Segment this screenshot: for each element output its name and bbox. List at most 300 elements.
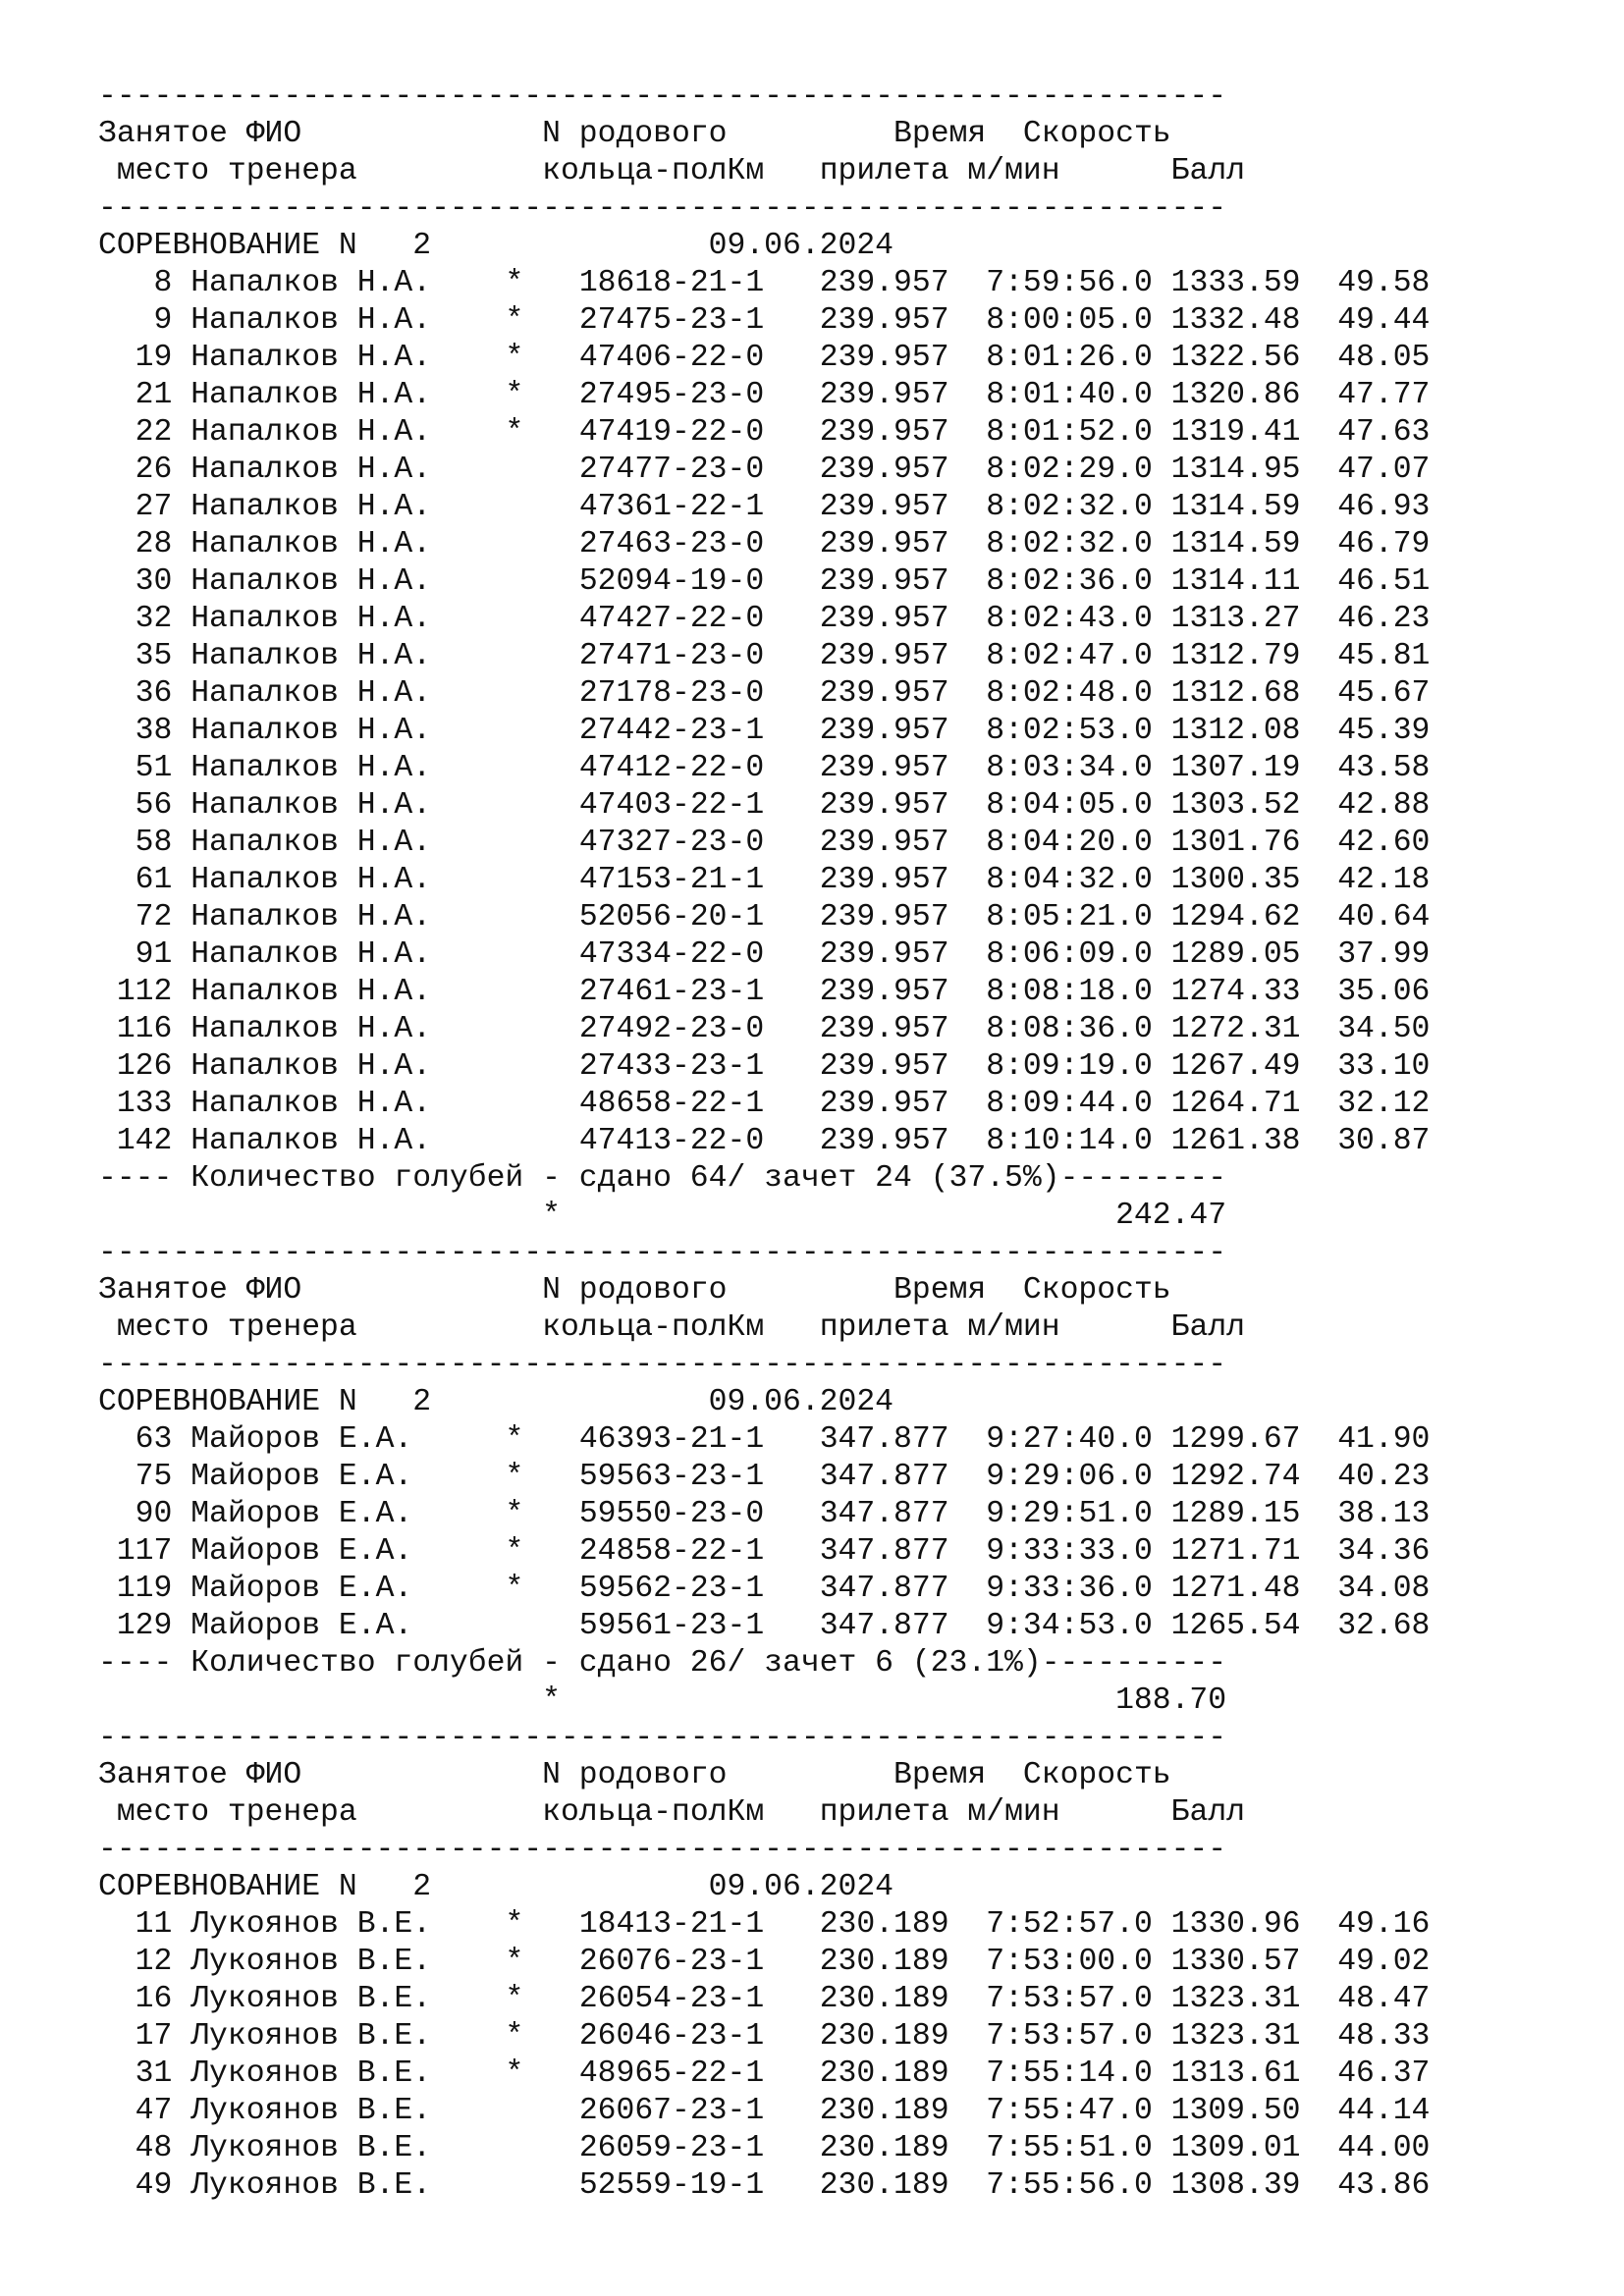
result-row xyxy=(98,1086,1430,1123)
place: 90 xyxy=(98,1497,173,1531)
star-mark xyxy=(505,788,523,823)
place: 12 xyxy=(98,1945,173,1979)
distance-km: 347.877 xyxy=(819,1609,949,1643)
trainer-name: Напалков Н.А. xyxy=(190,341,450,375)
place: 36 xyxy=(98,676,173,711)
trainer-name: Майоров Е.А. xyxy=(190,1572,450,1606)
trainer-name: Напалков Н.А. xyxy=(190,453,450,487)
score: 48.33 xyxy=(1337,2019,1431,2054)
ring-number: 27178-23-0 xyxy=(578,676,765,711)
ring-number: 26054-23-1 xyxy=(578,1982,765,2016)
score: 37.99 xyxy=(1337,937,1431,972)
place: 38 xyxy=(98,714,173,748)
header-line-1 xyxy=(98,116,1430,153)
ring-number: 26059-23-1 xyxy=(578,2131,765,2165)
star-mark xyxy=(505,1012,523,1046)
distance-km: 347.877 xyxy=(819,1534,949,1569)
arrival-time: 8:00:05.0 xyxy=(967,303,1153,338)
trainer-name: Напалков Н.А. xyxy=(190,937,450,972)
score: 49.16 xyxy=(1337,1907,1431,1942)
summary-line: ---- Количество голубей - сдано 64/ зачет 24 (37.5%)--------- xyxy=(98,1161,1227,1196)
trainer-name: Напалков Н.А. xyxy=(190,378,450,412)
speed: 1314.11 xyxy=(1170,564,1301,599)
arrival-time: 7:55:51.0 xyxy=(967,2131,1153,2165)
ring-number: 18618-21-1 xyxy=(578,266,765,300)
distance-km: 230.189 xyxy=(819,1945,949,1979)
arrival-time: 8:09:44.0 xyxy=(967,1087,1153,1121)
star-mark xyxy=(505,490,523,524)
header-ring-2: кольца-пол xyxy=(542,154,728,188)
distance-km: 239.957 xyxy=(819,1012,949,1046)
header-place: Занятое xyxy=(98,117,228,151)
speed: 1261.38 xyxy=(1170,1124,1301,1158)
ring-number: 47361-22-1 xyxy=(578,490,765,524)
result-row xyxy=(98,601,1430,638)
ring-number: 47327-23-0 xyxy=(578,826,765,860)
arrival-time: 8:01:26.0 xyxy=(967,341,1153,375)
place: 58 xyxy=(98,826,173,860)
speed: 1271.71 xyxy=(1170,1534,1301,1569)
total-mark: * xyxy=(542,1199,561,1233)
ring-number: 52056-20-1 xyxy=(578,900,765,934)
trainer-name: Напалков Н.А. xyxy=(190,639,450,673)
score: 46.23 xyxy=(1337,602,1431,636)
speed: 1330.96 xyxy=(1170,1907,1301,1942)
star-mark: * xyxy=(505,1460,524,1494)
place: 117 xyxy=(98,1534,173,1569)
distance-km: 239.957 xyxy=(819,826,949,860)
place: 26 xyxy=(98,453,173,487)
star-mark xyxy=(505,937,523,972)
ring-number: 27463-23-0 xyxy=(578,527,765,561)
distance-km: 239.957 xyxy=(819,564,949,599)
place: 35 xyxy=(98,639,173,673)
trainer-name: Напалков Н.А. xyxy=(190,751,450,785)
arrival-time: 7:55:56.0 xyxy=(967,2168,1153,2203)
ring-number: 27433-23-1 xyxy=(578,1049,765,1084)
header-trainer-2: тренера xyxy=(227,154,357,188)
result-row xyxy=(98,526,1430,563)
header-ring: N родового xyxy=(542,1273,728,1308)
place: 116 xyxy=(98,1012,173,1046)
distance-km: 239.957 xyxy=(819,900,949,934)
result-row xyxy=(98,1459,1430,1496)
arrival-time: 7:53:57.0 xyxy=(967,1982,1153,2016)
score: 45.67 xyxy=(1337,676,1431,711)
speed: 1307.19 xyxy=(1170,751,1301,785)
speed: 1312.08 xyxy=(1170,714,1301,748)
header-km: Км xyxy=(727,1310,765,1345)
arrival-time: 7:53:00.0 xyxy=(967,1945,1153,1979)
score: 34.50 xyxy=(1337,1012,1431,1046)
arrival-time: 8:05:21.0 xyxy=(967,900,1153,934)
distance-km: 230.189 xyxy=(819,1982,949,2016)
distance-km: 230.189 xyxy=(819,2056,949,2091)
speed: 1289.05 xyxy=(1170,937,1301,972)
ring-number: 27477-23-0 xyxy=(578,453,765,487)
arrival-time: 8:02:47.0 xyxy=(967,639,1153,673)
place: 47 xyxy=(98,2094,173,2128)
distance-km: 239.957 xyxy=(819,341,949,375)
arrival-time: 8:08:36.0 xyxy=(967,1012,1153,1046)
place: 49 xyxy=(98,2168,173,2203)
place: 112 xyxy=(98,975,173,1009)
star-mark xyxy=(505,975,523,1009)
place: 129 xyxy=(98,1609,173,1643)
speed: 1313.27 xyxy=(1170,602,1301,636)
header-trainer: ФИО xyxy=(245,1758,302,1792)
divider-line: ------------------------------------------------------------- xyxy=(98,1721,1227,1755)
speed: 1303.52 xyxy=(1170,788,1301,823)
trainer-name: Лукоянов В.Е. xyxy=(190,2168,450,2203)
speed: 1314.95 xyxy=(1170,453,1301,487)
result-row xyxy=(98,1496,1430,1533)
result-row xyxy=(98,2018,1430,2056)
divider-line: ------------------------------------------------------------- xyxy=(98,1348,1227,1382)
trainer-name: Напалков Н.А. xyxy=(190,975,450,1009)
ring-number: 24858-22-1 xyxy=(578,1534,765,1569)
score: 43.58 xyxy=(1337,751,1431,785)
star-mark: * xyxy=(505,2056,524,2091)
header-speed: Скорость xyxy=(1022,1758,1171,1792)
header-ring: N родового xyxy=(542,117,728,151)
header-place-2: место xyxy=(116,1795,210,1830)
place: 48 xyxy=(98,2131,173,2165)
score: 33.10 xyxy=(1337,1049,1431,1084)
header-time-2: прилета xyxy=(819,1795,949,1830)
distance-km: 239.957 xyxy=(819,1049,949,1084)
speed: 1301.76 xyxy=(1170,826,1301,860)
place: 22 xyxy=(98,415,173,450)
header-time-2: прилета xyxy=(819,154,949,188)
arrival-time: 8:02:36.0 xyxy=(967,564,1153,599)
header-speed: Скорость xyxy=(1022,1273,1171,1308)
header-speed: Скорость xyxy=(1022,117,1171,151)
star-mark: * xyxy=(505,1534,524,1569)
trainer-name: Майоров Е.А. xyxy=(190,1497,450,1531)
speed: 1313.61 xyxy=(1170,2056,1301,2091)
ring-number: 27495-23-0 xyxy=(578,378,765,412)
place: 16 xyxy=(98,1982,173,2016)
star-mark xyxy=(505,1124,523,1158)
header-trainer-2: тренера xyxy=(227,1310,357,1345)
result-row xyxy=(98,1533,1430,1571)
summary-text: Количество голубей - сдано 26/ зачет 6 (23.1%) xyxy=(190,1646,1042,1681)
header-place: Занятое xyxy=(98,1273,228,1308)
distance-km: 239.957 xyxy=(819,751,949,785)
trainer-name: Напалков Н.А. xyxy=(190,788,450,823)
ring-number: 26076-23-1 xyxy=(578,1945,765,1979)
star-mark xyxy=(505,1087,523,1121)
place: 32 xyxy=(98,602,173,636)
score: 34.36 xyxy=(1337,1534,1431,1569)
trainer-name: Напалков Н.А. xyxy=(190,826,450,860)
result-row xyxy=(98,414,1430,452)
score: 43.86 xyxy=(1337,2168,1431,2203)
result-row xyxy=(98,265,1430,302)
speed: 1274.33 xyxy=(1170,975,1301,1009)
result-row xyxy=(98,563,1430,601)
place: 27 xyxy=(98,490,173,524)
arrival-time: 8:09:19.0 xyxy=(967,1049,1153,1084)
header-trainer: ФИО xyxy=(245,117,302,151)
header-time: Время xyxy=(893,117,987,151)
star-mark xyxy=(505,602,523,636)
ring-number: 47406-22-0 xyxy=(578,341,765,375)
total-mark: * xyxy=(542,1683,561,1718)
place: 126 xyxy=(98,1049,173,1084)
speed: 1314.59 xyxy=(1170,527,1301,561)
summary-line: ---- Количество голубей - сдано 26/ зачет 6 (23.1%)---------- xyxy=(98,1646,1227,1681)
speed: 1312.68 xyxy=(1170,676,1301,711)
distance-km: 230.189 xyxy=(819,2131,949,2165)
result-row xyxy=(98,377,1430,414)
star-mark: * xyxy=(505,1982,524,2016)
speed: 1264.71 xyxy=(1170,1087,1301,1121)
place: 75 xyxy=(98,1460,173,1494)
distance-km: 239.957 xyxy=(819,378,949,412)
star-mark: * xyxy=(505,378,524,412)
place: 17 xyxy=(98,2019,173,2054)
speed: 1271.48 xyxy=(1170,1572,1301,1606)
arrival-time: 8:04:20.0 xyxy=(967,826,1153,860)
header-line-1 xyxy=(98,1272,1430,1309)
result-row xyxy=(98,899,1430,936)
ring-number: 47419-22-0 xyxy=(578,415,765,450)
score: 45.39 xyxy=(1337,714,1431,748)
competition-line xyxy=(98,228,1430,265)
star-mark xyxy=(505,676,523,711)
header-line-2 xyxy=(98,1309,1430,1347)
distance-km: 230.189 xyxy=(819,2019,949,2054)
star-mark xyxy=(505,527,523,561)
star-mark: * xyxy=(505,266,524,300)
star-mark xyxy=(505,714,523,748)
place: 56 xyxy=(98,788,173,823)
score: 49.44 xyxy=(1337,303,1431,338)
speed: 1300.35 xyxy=(1170,863,1301,897)
ring-number: 52094-19-0 xyxy=(578,564,765,599)
ring-number: 47153-21-1 xyxy=(578,863,765,897)
arrival-time: 7:55:47.0 xyxy=(967,2094,1153,2128)
trainer-name: Майоров Е.А. xyxy=(190,1609,450,1643)
arrival-time: 8:08:18.0 xyxy=(967,975,1153,1009)
star-mark xyxy=(505,564,523,599)
ring-number: 27461-23-1 xyxy=(578,975,765,1009)
result-row xyxy=(98,1048,1430,1086)
result-row xyxy=(98,675,1430,713)
speed: 1299.67 xyxy=(1170,1422,1301,1457)
ring-number: 27471-23-0 xyxy=(578,639,765,673)
ring-number: 48965-22-1 xyxy=(578,2056,765,2091)
place: 31 xyxy=(98,2056,173,2091)
score: 34.08 xyxy=(1337,1572,1431,1606)
trainer-name: Напалков Н.А. xyxy=(190,900,450,934)
speed: 1309.50 xyxy=(1170,2094,1301,2128)
distance-km: 347.877 xyxy=(819,1422,949,1457)
score: 47.77 xyxy=(1337,378,1431,412)
place: 19 xyxy=(98,341,173,375)
distance-km: 239.957 xyxy=(819,303,949,338)
trainer-name: Напалков Н.А. xyxy=(190,676,450,711)
speed: 1267.49 xyxy=(1170,1049,1301,1084)
star-mark: * xyxy=(505,1422,524,1457)
star-mark xyxy=(505,826,523,860)
speed: 1289.15 xyxy=(1170,1497,1301,1531)
star-mark: * xyxy=(505,1907,524,1942)
competition-date: 09.06.2024 xyxy=(708,1870,894,1904)
place: 8 xyxy=(98,266,173,300)
distance-km: 239.957 xyxy=(819,1124,949,1158)
trainer-name: Напалков Н.А. xyxy=(190,863,450,897)
competition-line xyxy=(98,1869,1430,1906)
header-trainer: ФИО xyxy=(245,1273,302,1308)
speed: 1308.39 xyxy=(1170,2168,1301,2203)
star-mark xyxy=(505,2168,523,2203)
trainer-name: Лукоянов В.Е. xyxy=(190,1945,450,1979)
distance-km: 239.957 xyxy=(819,415,949,450)
result-row xyxy=(98,2130,1430,2167)
score: 30.87 xyxy=(1337,1124,1431,1158)
ring-number: 18413-21-1 xyxy=(578,1907,765,1942)
result-row xyxy=(98,489,1430,526)
speed: 1330.57 xyxy=(1170,1945,1301,1979)
distance-km: 239.957 xyxy=(819,639,949,673)
star-mark: * xyxy=(505,341,524,375)
score: 35.06 xyxy=(1337,975,1431,1009)
header-place-2: место xyxy=(116,154,210,188)
speed: 1314.59 xyxy=(1170,490,1301,524)
score: 48.47 xyxy=(1337,1982,1431,2016)
score: 38.13 xyxy=(1337,1497,1431,1531)
arrival-time: 9:29:51.0 xyxy=(967,1497,1153,1531)
speed: 1272.31 xyxy=(1170,1012,1301,1046)
arrival-time: 7:53:57.0 xyxy=(967,2019,1153,2054)
place: 119 xyxy=(98,1572,173,1606)
arrival-time: 7:59:56.0 xyxy=(967,266,1153,300)
distance-km: 230.189 xyxy=(819,2168,949,2203)
distance-km: 239.957 xyxy=(819,490,949,524)
speed: 1322.56 xyxy=(1170,341,1301,375)
place: 142 xyxy=(98,1124,173,1158)
trainer-name: Лукоянов В.Е. xyxy=(190,2094,450,2128)
speed: 1319.41 xyxy=(1170,415,1301,450)
place: 61 xyxy=(98,863,173,897)
distance-km: 239.957 xyxy=(819,602,949,636)
header-time: Время xyxy=(893,1273,987,1308)
trainer-name: Напалков Н.А. xyxy=(190,1049,450,1084)
distance-km: 230.189 xyxy=(819,2094,949,2128)
place: 9 xyxy=(98,303,173,338)
ring-number: 59561-23-1 xyxy=(578,1609,765,1643)
arrival-time: 8:02:48.0 xyxy=(967,676,1153,711)
header-line-2 xyxy=(98,153,1430,190)
arrival-time: 8:02:32.0 xyxy=(967,490,1153,524)
distance-km: 239.957 xyxy=(819,937,949,972)
score: 47.07 xyxy=(1337,453,1431,487)
result-row xyxy=(98,452,1430,489)
ring-number: 47403-22-1 xyxy=(578,788,765,823)
star-mark xyxy=(505,453,523,487)
distance-km: 239.957 xyxy=(819,863,949,897)
divider-line: ------------------------------------------------------------- xyxy=(98,191,1227,226)
header-time: Время xyxy=(893,1758,987,1792)
competition-line xyxy=(98,1384,1430,1421)
score: 32.68 xyxy=(1337,1609,1431,1643)
ring-number: 47427-22-0 xyxy=(578,602,765,636)
star-mark: * xyxy=(505,1572,524,1606)
competition-title: СОРЕВНОВАНИЕ N 2 xyxy=(98,1385,432,1419)
speed: 1312.79 xyxy=(1170,639,1301,673)
score: 42.88 xyxy=(1337,788,1431,823)
score: 41.90 xyxy=(1337,1422,1431,1457)
star-mark: * xyxy=(505,1945,524,1979)
header-ring: N родового xyxy=(542,1758,728,1792)
star-mark: * xyxy=(505,1497,524,1531)
trainer-name: Майоров Е.А. xyxy=(190,1422,450,1457)
trainer-name: Напалков Н.А. xyxy=(190,303,450,338)
result-row xyxy=(98,638,1430,675)
place: 133 xyxy=(98,1087,173,1121)
ring-number: 26067-23-1 xyxy=(578,2094,765,2128)
star-mark xyxy=(505,1609,523,1643)
star-mark xyxy=(505,1049,523,1084)
ring-number: 27442-23-1 xyxy=(578,714,765,748)
ring-number: 52559-19-1 xyxy=(578,2168,765,2203)
place: 11 xyxy=(98,1907,173,1942)
place: 51 xyxy=(98,751,173,785)
score: 46.37 xyxy=(1337,2056,1431,2091)
trainer-name: Напалков Н.А. xyxy=(190,564,450,599)
ring-number: 27492-23-0 xyxy=(578,1012,765,1046)
distance-km: 230.189 xyxy=(819,1907,949,1942)
star-mark xyxy=(505,639,523,673)
summary-text: Количество голубей - сдано 64/ зачет 24 (37.5%) xyxy=(190,1161,1060,1196)
result-row xyxy=(98,936,1430,974)
speed: 1309.01 xyxy=(1170,2131,1301,2165)
header-speed-2: м/мин xyxy=(967,1795,1060,1830)
score: 46.93 xyxy=(1337,490,1431,524)
result-row xyxy=(98,1981,1430,2018)
arrival-time: 9:33:36.0 xyxy=(967,1572,1153,1606)
star-mark: * xyxy=(505,415,524,450)
star-mark xyxy=(505,900,523,934)
arrival-time: 7:55:14.0 xyxy=(967,2056,1153,2091)
trainer-name: Лукоянов В.Е. xyxy=(190,2056,450,2091)
place: 21 xyxy=(98,378,173,412)
header-score: Балл xyxy=(1170,1310,1245,1345)
score: 42.18 xyxy=(1337,863,1431,897)
total-score: 242.47 xyxy=(1115,1199,1227,1233)
speed: 1294.62 xyxy=(1170,900,1301,934)
trainer-name: Майоров Е.А. xyxy=(190,1534,450,1569)
ring-number: 46393-21-1 xyxy=(578,1422,765,1457)
result-row xyxy=(98,750,1430,787)
distance-km: 347.877 xyxy=(819,1460,949,1494)
header-score: Балл xyxy=(1170,1795,1245,1830)
result-row xyxy=(98,2056,1430,2093)
ring-number: 59563-23-1 xyxy=(578,1460,765,1494)
trainer-name: Напалков Н.А. xyxy=(190,602,450,636)
arrival-time: 8:02:53.0 xyxy=(967,714,1153,748)
competition-title: СОРЕВНОВАНИЕ N 2 xyxy=(98,1870,432,1904)
arrival-time: 8:01:40.0 xyxy=(967,378,1153,412)
result-row xyxy=(98,2093,1430,2130)
total-line xyxy=(98,1682,1430,1720)
trainer-name: Напалков Н.А. xyxy=(190,266,450,300)
result-row xyxy=(98,862,1430,899)
total-line xyxy=(98,1198,1430,1235)
